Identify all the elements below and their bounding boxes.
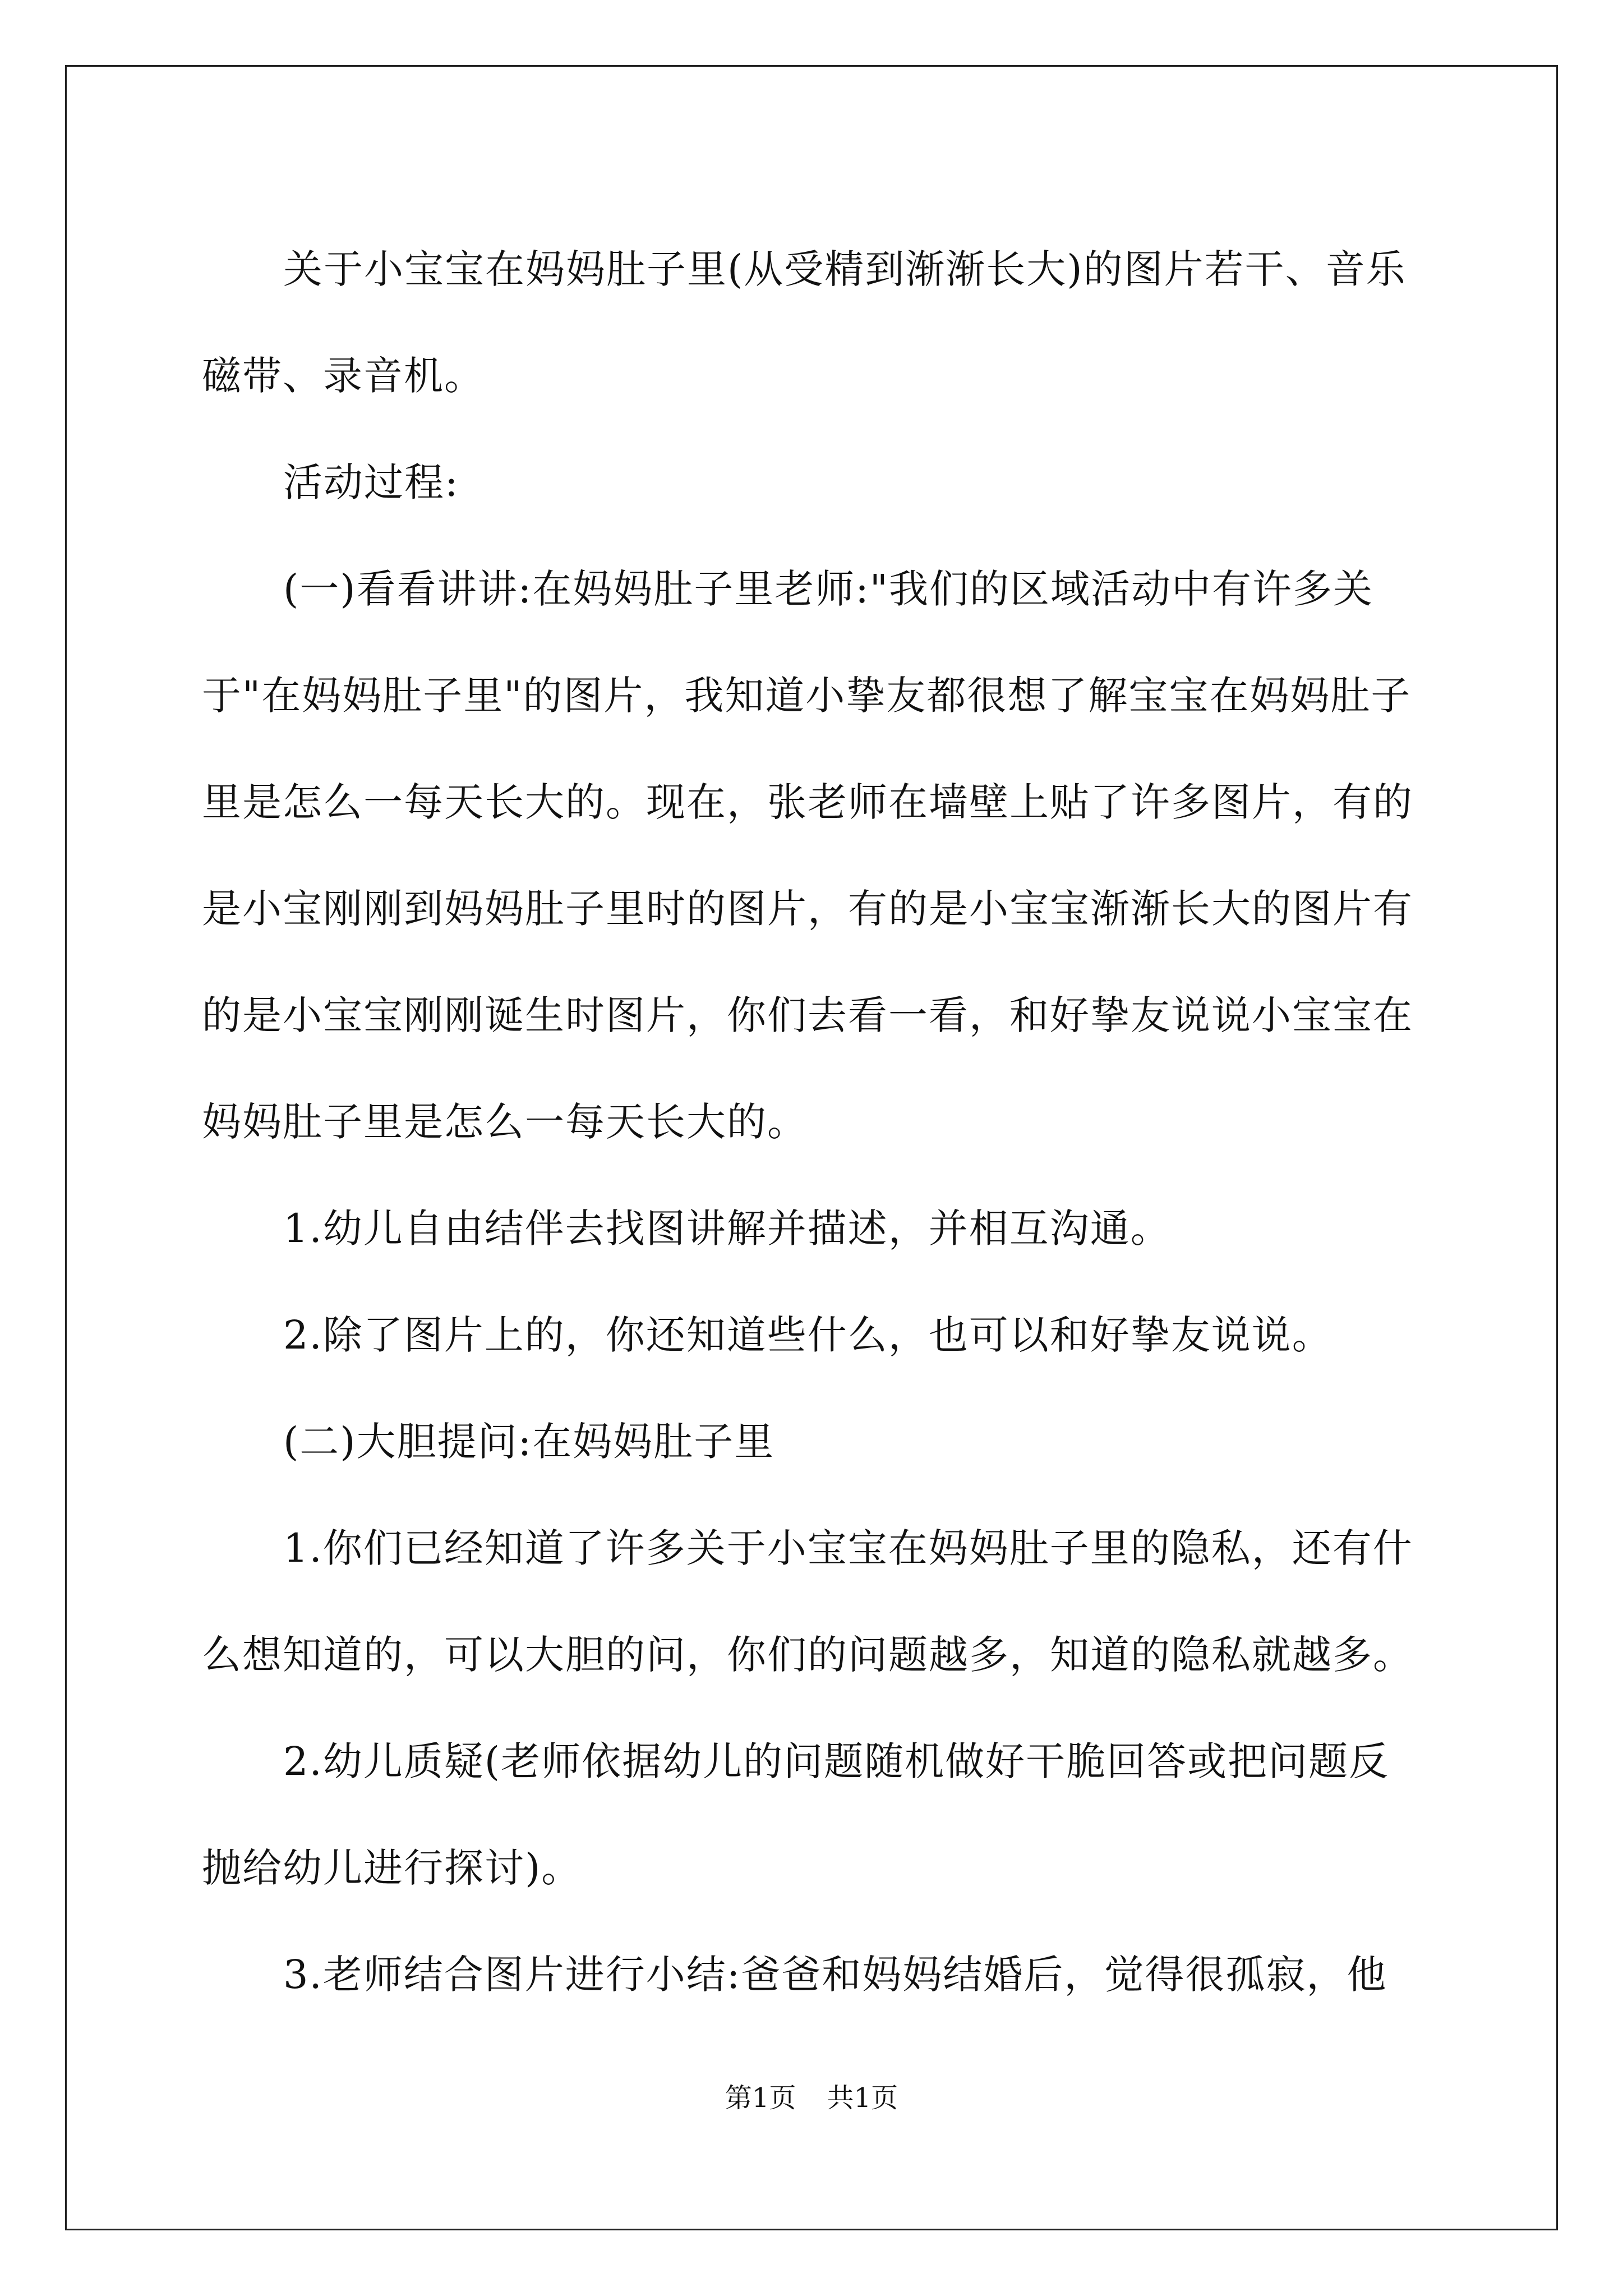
page-number: 第1页 (725, 2082, 796, 2114)
page-footer (0, 2081, 1623, 2115)
paragraph-line-1: 关于小宝宝在妈妈肚子里(从受精到渐渐长大)的图片若干、音乐 (283, 246, 1407, 292)
list-item-2: 2.除了图片上的，你还知道些什么，也可以和好挚友说说。 (283, 1312, 1332, 1358)
section-heading-bold-questions: (二)大胆提问:在妈妈肚子里 (283, 1419, 775, 1465)
list-item-1: 1.幼儿自由结伴去找图讲解并描述，并相互沟通。 (283, 1205, 1171, 1251)
document-body (202, 216, 1433, 2028)
list-item-3: 1.你们已经知道了许多关于小宝宝在妈妈肚子里的隐私，还有什 (283, 1525, 1413, 1571)
paragraph-line-16: 抛给幼儿进行探讨)。 (202, 1845, 582, 1891)
page-total: 共1页 (827, 2082, 898, 2114)
paragraph-line-14: 么想知道的，可以大胆的问，你们的问题越多，知道的隐私就越多。 (202, 1632, 1413, 1678)
paragraph-line-7: 是小宝刚刚到妈妈肚子里时的图片，有的是小宝宝渐渐长大的图片有 (202, 886, 1413, 932)
paragraph-line-4: (一)看看讲讲:在妈妈肚子里老师:"我们的区域活动中有许多关 (283, 566, 1373, 612)
paragraph-line-2: 磁带、录音机。 (202, 353, 485, 399)
list-item-4: 2.幼儿质疑(老师依据幼儿的问题随机做好干脆回答或把问题反 (283, 1738, 1390, 1784)
list-item-5: 3.老师结合图片进行小结:爸爸和妈妈结婚后，觉得很孤寂，他 (283, 1952, 1387, 1998)
paragraph-line-6: 里是怎么一每天长大的。现在，张老师在墙壁上贴了许多图片，有的 (202, 779, 1413, 825)
section-heading-activity-process: 活动过程: (283, 459, 459, 505)
paragraph-line-9: 妈妈肚子里是怎么一每天长大的。 (202, 1099, 808, 1145)
paragraph-line-5: 于"在妈妈肚子里"的图片，我知道小挚友都很想了解宝宝在妈妈肚子 (202, 673, 1412, 719)
paragraph-line-8: 的是小宝宝刚刚诞生时图片，你们去看一看，和好挚友说说小宝宝在 (202, 992, 1413, 1038)
